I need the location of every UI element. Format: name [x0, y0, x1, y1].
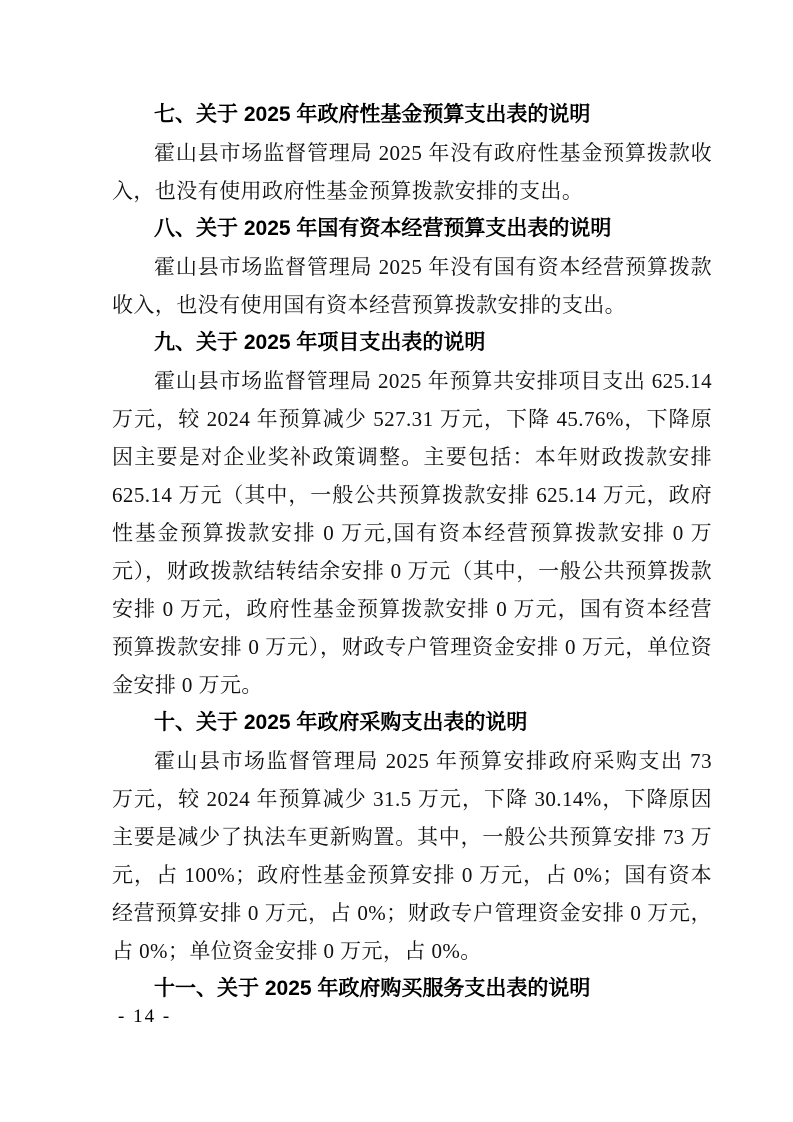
page-footer	[118, 1006, 171, 1028]
section-heading: 十一、关于 2025 年政府购买服务支出表的说明	[154, 977, 591, 1000]
section-heading: 十、关于 2025 年政府采购支出表的说明	[154, 711, 528, 734]
body-paragraph: 霍山县市场监督管理局 2025 年预算共安排项目支出 625.14 万元，较 2024 年预算减少 527.31 万元，下降 45.76%，下降原因主要是对企业奖补政策调整。主要包括：本年财政拨款安排 625.14 万元（其中，一般公共预算拨款安排 625.14 万元，政府性基金预算拨款安排 0 万元,国有资本经营预算拨款安排 0 万元），财政拨款结转结余安排 0 万元（其中，一般公共预算拨款安排 0 万元，政府性基金预算拨款安排 0 万元，国有资本经营预算拨款安排 0 万元），财政专户管理资金安排 0 万元，单位资金安排 0 万元。	[112, 369, 712, 697]
body-paragraph: 霍山县市场监督管理局 2025 年没有政府性基金预算拨款收入，也没有使用政府性基金预算拨款安排的支出。	[112, 141, 712, 203]
section-heading: 九、关于 2025 年项目支出表的说明	[154, 331, 486, 354]
page-number: - 14 -	[118, 1006, 172, 1027]
section-heading: 八、关于 2025 年国有资本经营预算支出表的说明	[154, 217, 612, 240]
document-body	[112, 96, 712, 1008]
body-paragraph: 霍山县市场监督管理局 2025 年没有国有资本经营预算拨款收入，也没有使用国有资本经营预算拨款安排的支出。	[112, 255, 712, 317]
body-paragraph: 霍山县市场监督管理局 2025 年预算安排政府采购支出 73 万元，较 2024 年预算减少 31.5 万元，下降 30.14%，下降原因主要是减少了执法车更新购置。其中，一般公共预算安排 73 万元，占 100%；政府性基金预算安排 0 万元，占 0%；国有资本经营预算安排 0 万元，占 0%；财政专户管理资金安排 0 万元，占 0%；单位资金安排 0 万元，占 0%。	[112, 749, 712, 963]
section-heading: 七、关于 2025 年政府性基金预算支出表的说明	[154, 103, 591, 126]
